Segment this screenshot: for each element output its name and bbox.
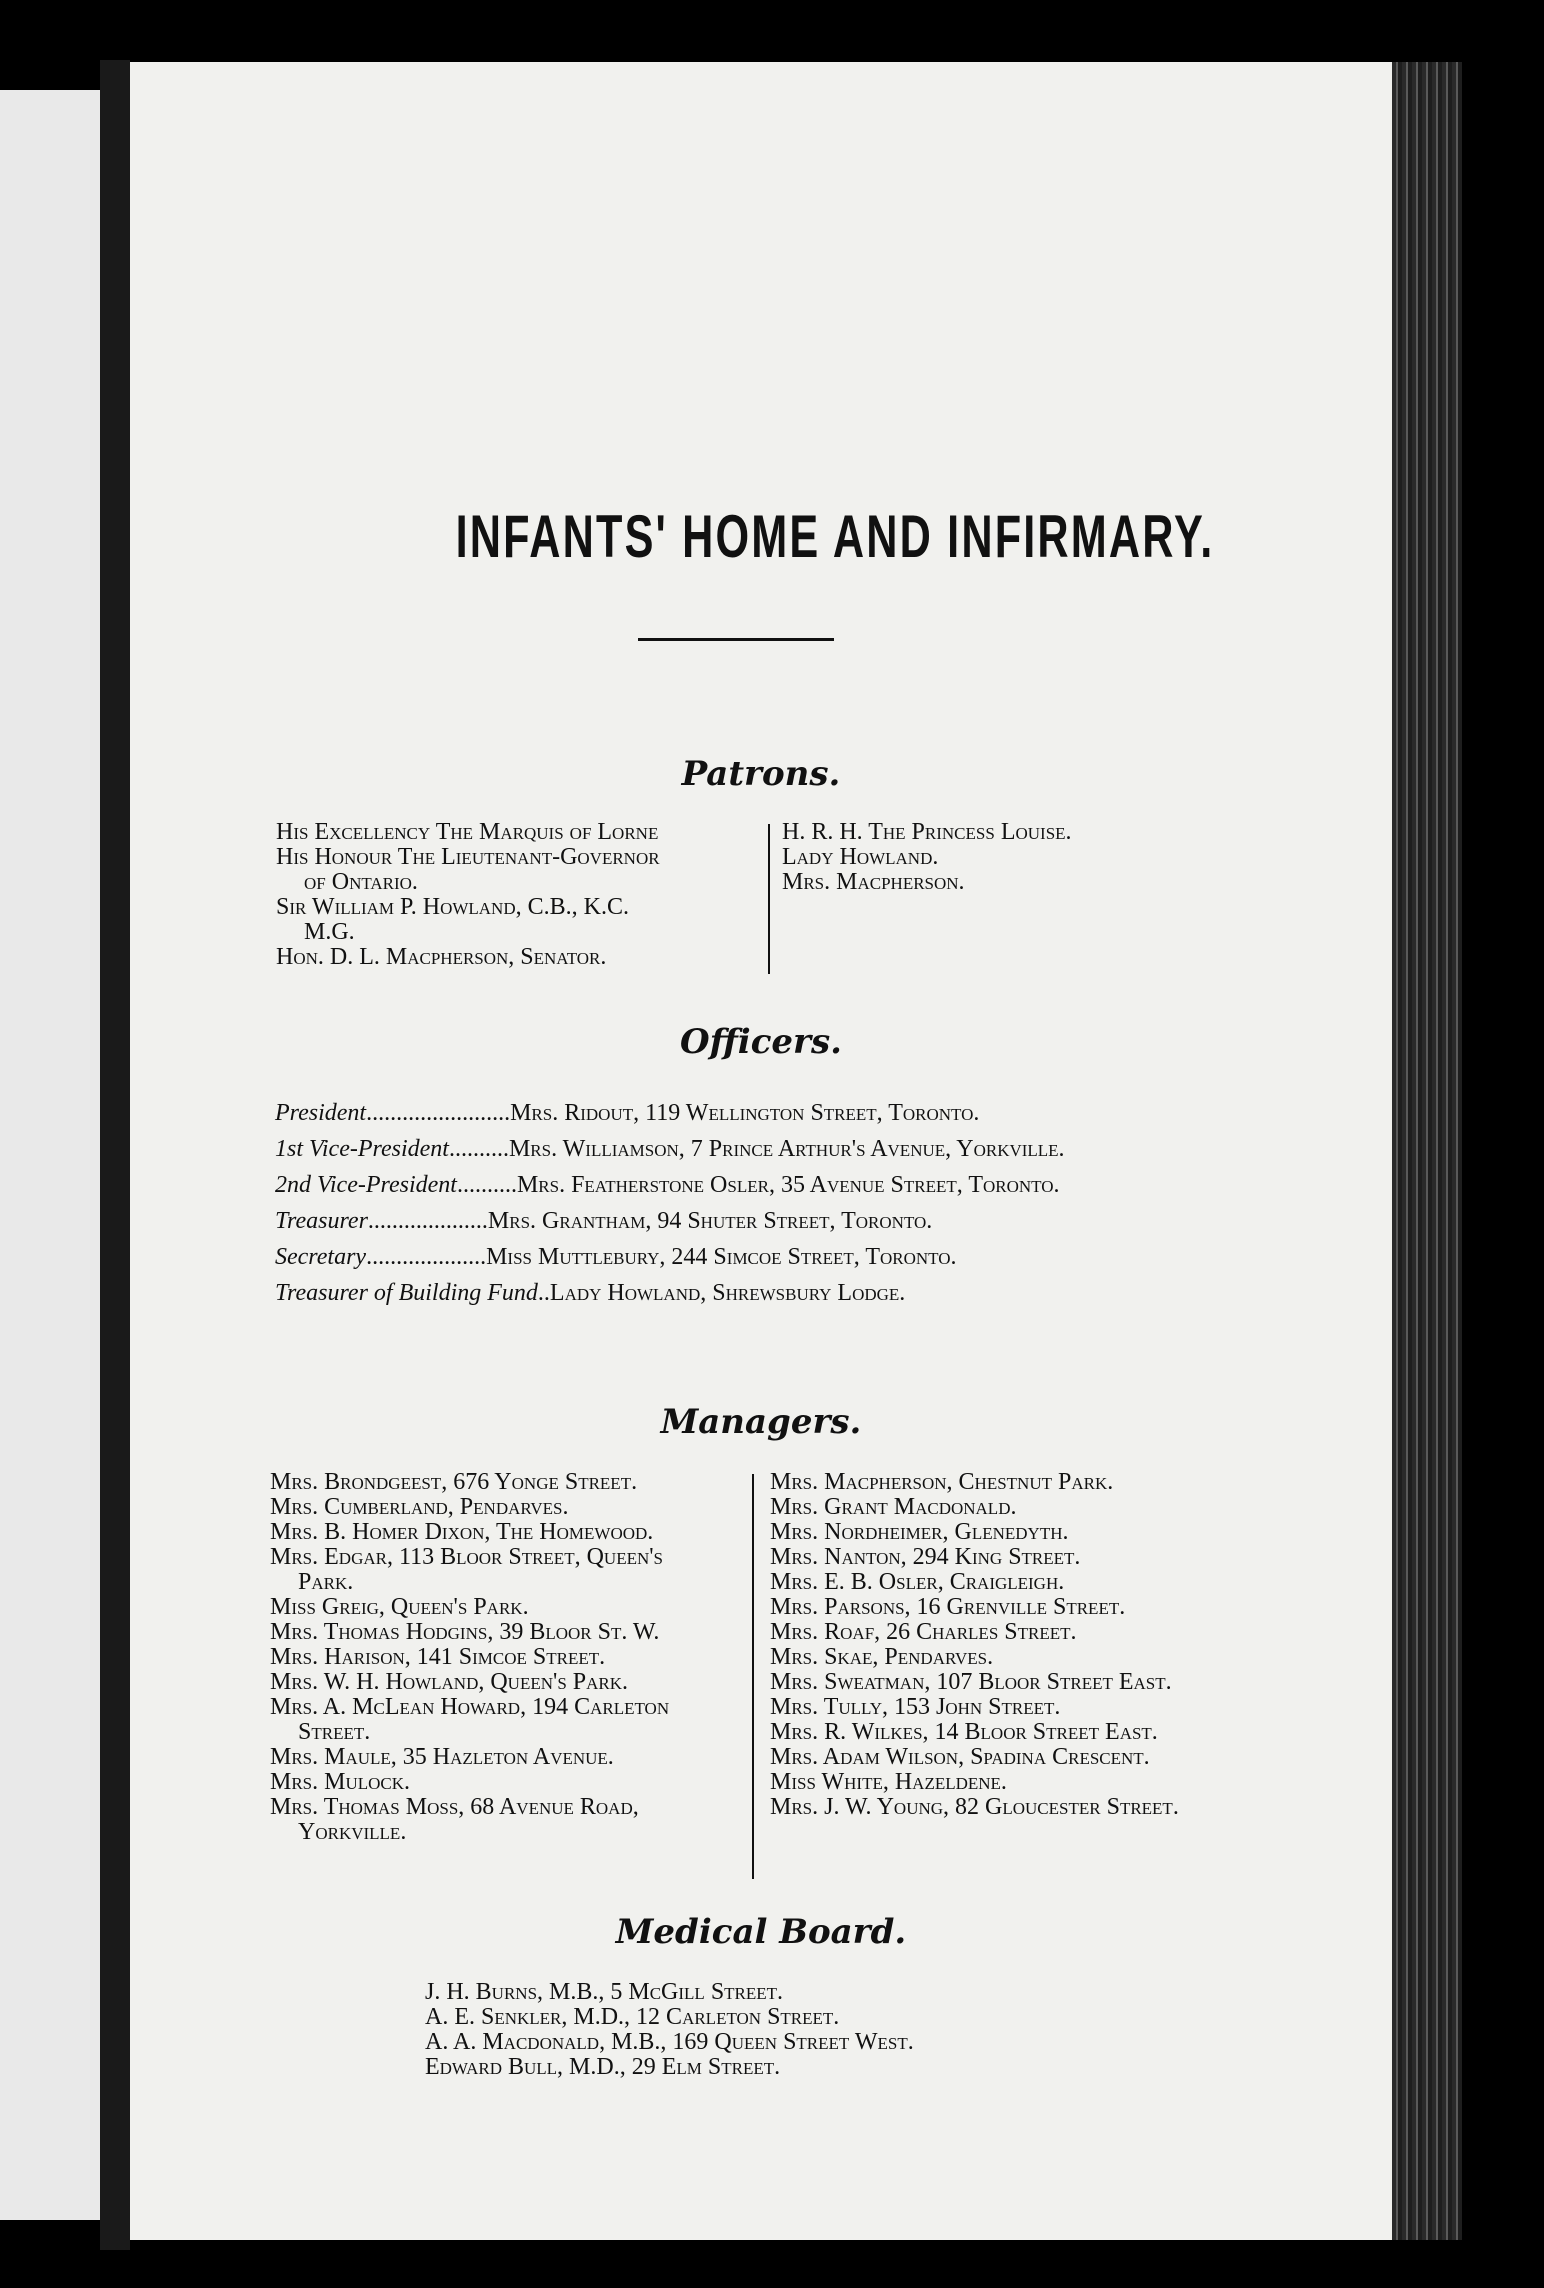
manager-entry: Mrs. Adam Wilson, Spadina Crescent. [770, 1744, 1150, 1770]
managers-heading: Managers. [660, 1402, 862, 1442]
manager-entry: Mrs. Sweatman, 107 Bloor Street East. [770, 1669, 1172, 1695]
patrons-heading: Patrons. [681, 754, 841, 794]
manager-entry: Mrs. Cumberland, Pendarves. [270, 1494, 569, 1520]
officer-role: 2nd Vice-President [275, 1172, 457, 1198]
patron-entry: Lady Howland. [782, 844, 939, 870]
officer-role: Secretary [275, 1244, 367, 1270]
manager-entry: Park. [298, 1569, 354, 1595]
officer-name: Mrs. Ridout, 119 Wellington Street, Toronto. [510, 1100, 980, 1126]
medical-board-heading: Medical Board. [615, 1912, 907, 1952]
officers-heading: Officers. [680, 1022, 842, 1062]
patrons-left-column [276, 820, 660, 970]
officer-name: Miss Muttlebury, 244 Simcoe Street, Toronto. [486, 1244, 957, 1270]
officer-name: Mrs. Williamson, 7 Prince Arthur's Avenue, Yorkville. [508, 1136, 1065, 1162]
patron-entry: M.G. [304, 919, 355, 945]
manager-entry: Mrs. Thomas Hodgins, 39 Bloor St. W. [270, 1619, 660, 1645]
patron-entry: Hon. D. L. Macpherson, Senator. [276, 944, 607, 970]
manager-entry: Mrs. Nordheimer, Glenedyth. [770, 1519, 1069, 1545]
manager-entry: Mrs. Mulock. [270, 1769, 411, 1795]
manager-entry: Mrs. Macpherson, Chestnut Park. [770, 1469, 1114, 1495]
manager-entry: Mrs. R. Wilkes, 14 Bloor Street East. [770, 1719, 1158, 1745]
leader-dots: .......... [456, 1172, 517, 1198]
leader-dots: .......... [448, 1136, 509, 1162]
manager-entry: Mrs. Grant Macdonald. [770, 1494, 1017, 1520]
book-gutter [100, 60, 130, 2250]
manager-entry: Street. [298, 1719, 371, 1745]
manager-entry: Miss Greig, Queen's Park. [270, 1594, 529, 1620]
manager-entry: Mrs. Parsons, 16 Grenville Street. [770, 1594, 1126, 1620]
medical-board-member: A. E. Senkler, M.D., 12 Carleton Street. [425, 2004, 840, 2030]
managers-left-column [270, 1470, 669, 1845]
medical-board-member: J. H. Burns, M.B., 5 McGill Street. [425, 1979, 784, 2005]
manager-entry: Mrs. E. B. Osler, Craigleigh. [770, 1569, 1065, 1595]
manager-entry: Mrs. Thomas Moss, 68 Avenue Road, [270, 1794, 639, 1820]
officer-row [275, 1244, 957, 1271]
manager-entry: Mrs. Roaf, 26 Charles Street. [770, 1619, 1077, 1645]
manager-entry: Mrs. Brondgeest, 676 Yonge Street. [270, 1469, 638, 1495]
document-page [130, 62, 1392, 2240]
officer-row [275, 1100, 979, 1127]
patrons-divider [768, 824, 770, 974]
officer-name: Mrs. Grantham, 94 Shuter Street, Toronto. [487, 1208, 933, 1234]
officer-role: 1st Vice-President [275, 1136, 449, 1162]
patron-entry: His Excellency The Marquis of Lorne [276, 819, 659, 845]
manager-entry: Yorkville. [298, 1819, 407, 1845]
medical-board-member: A. A. Macdonald, M.B., 169 Queen Street West. [425, 2029, 914, 2055]
managers-right-column [770, 1470, 1179, 1820]
manager-entry: Mrs. Tully, 153 John Street. [770, 1694, 1061, 1720]
officer-role: Treasurer [275, 1208, 368, 1234]
officer-role: President [275, 1100, 367, 1126]
officer-name: Mrs. Featherstone Osler, 35 Avenue Street, Toronto. [516, 1172, 1060, 1198]
manager-entry: Mrs. J. W. Young, 82 Gloucester Street. [770, 1794, 1179, 1820]
manager-entry: Mrs. Nanton, 294 King Street. [770, 1544, 1081, 1570]
managers-divider [752, 1474, 754, 1879]
manager-entry: Mrs. Edgar, 113 Bloor Street, Queen's [270, 1544, 664, 1570]
manager-entry: Mrs. Maule, 35 Hazleton Avenue. [270, 1744, 614, 1770]
facing-page-edge [0, 90, 100, 2220]
manager-entry: Mrs. W. H. Howland, Queen's Park. [270, 1669, 629, 1695]
manager-entry: Mrs. Harison, 141 Simcoe Street. [270, 1644, 606, 1670]
title-rule [638, 638, 834, 641]
officer-row [275, 1172, 1060, 1199]
leader-dots: .. [537, 1280, 550, 1306]
officer-name: Lady Howland, Shrewsbury Lodge. [549, 1280, 906, 1306]
officer-row [275, 1136, 1065, 1163]
leader-dots: .................... [367, 1208, 488, 1234]
leader-dots: ........................ [366, 1100, 511, 1126]
medical-board-member: Edward Bull, M.D., 29 Elm Street. [425, 2054, 781, 2080]
officer-row [275, 1280, 905, 1307]
manager-entry: Miss White, Hazeldene. [770, 1769, 1007, 1795]
patron-entry: of Ontario. [304, 869, 418, 895]
leader-dots: .................... [366, 1244, 487, 1270]
officer-role: Treasurer of Building Fund [275, 1280, 538, 1306]
page-edges [1392, 62, 1462, 2240]
manager-entry: Mrs. Skae, Pendarves. [770, 1644, 994, 1670]
patron-entry: Sir William P. Howland, C.B., K.C. [276, 894, 629, 920]
manager-entry: Mrs. A. McLean Howard, 194 Carleton [270, 1694, 670, 1720]
medical-board-list [425, 1980, 914, 2080]
manager-entry: Mrs. B. Homer Dixon, The Homewood. [270, 1519, 654, 1545]
page-title: INFANTS' HOME AND INFIRMARY. [455, 503, 1215, 570]
patrons-right-column [782, 820, 1072, 895]
patron-entry: Mrs. Macpherson. [782, 869, 965, 895]
patron-entry: H. R. H. The Princess Louise. [782, 819, 1072, 845]
officer-row [275, 1208, 932, 1235]
patron-entry: His Honour The Lieutenant-Governor [276, 844, 660, 870]
